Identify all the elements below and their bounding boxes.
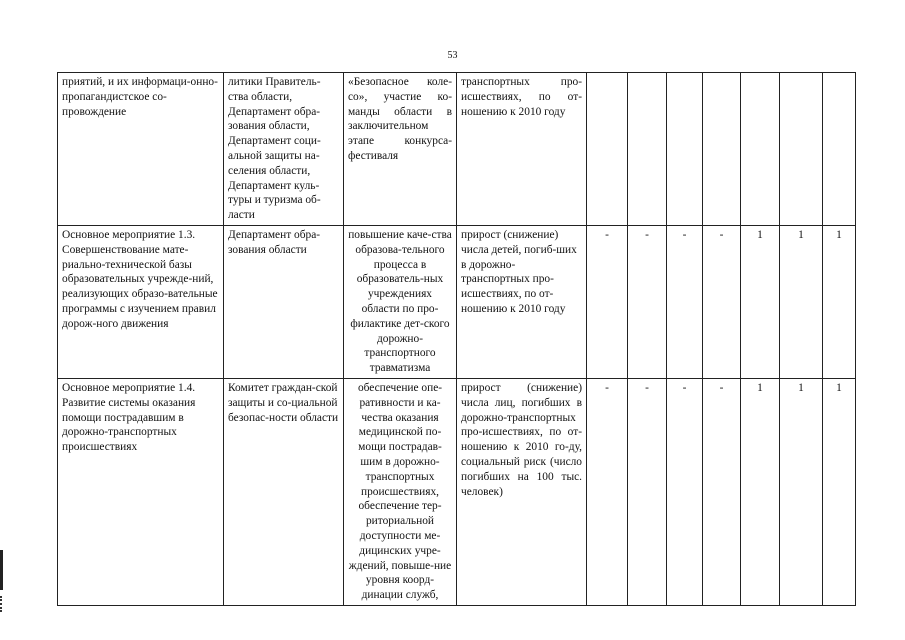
value-cell-7	[823, 73, 856, 226]
indicator-cell: транспортных про-исшествиях, по от-ношению к 2010 году	[457, 73, 587, 226]
value-cell-3: -	[667, 225, 703, 378]
table-row	[58, 225, 856, 378]
page-number: 53	[447, 50, 458, 61]
value-cell-7: 1	[823, 378, 856, 605]
indicator-cell: прирост (снижение) числа лиц, погибших в дорожно-транспортных про-исшествиях, по от-ношению к 2010 го-ду, социальный риск (число погибших на 100 тыс. человек)	[457, 378, 587, 605]
value-cell-2	[628, 73, 667, 226]
measure-name-cell: Основное мероприятие 1.4. Развитие системы оказания помощи пострадавшим в дорожно-транспортных происшествиях	[58, 378, 224, 605]
measure-name-cell: приятий, и их информаци-онно-пропагандистское со-провождение	[58, 73, 224, 226]
value-cell-4	[703, 73, 741, 226]
value-cell-3	[667, 73, 703, 226]
expected-result-cell: обеспечение опе-ративности и ка-чества оказания медицинской по-мощи пострадав-шим в дорожно-транспортных происшествиях, обеспечение тер-риториальной доступности ме-дицинских учре-ждений, повыше-ние уровня коорд-динации служб,	[344, 378, 457, 605]
scan-edge-mark	[0, 550, 3, 590]
value-cell-1: -	[587, 225, 628, 378]
value-cell-7: 1	[823, 225, 856, 378]
value-cell-4: -	[703, 225, 741, 378]
executor-cell: литики Правитель-ства области, Департамент обра-зования области, Департамент соци-альной защиты на-селения области, Департамент куль-туры и туризма об-ласти	[224, 73, 344, 226]
value-cell-2: -	[628, 378, 667, 605]
scan-edge-dots	[0, 596, 4, 612]
expected-result-cell: повышение каче-ства образова-тельного процесса в образователь-ных учреждениях области по про-филактике дет-ского дорожно-транспортного травматизма	[344, 225, 457, 378]
value-cell-6: 1	[780, 378, 823, 605]
value-cell-2: -	[628, 225, 667, 378]
measures-table	[57, 72, 856, 606]
executor-cell: Департамент обра-зования области	[224, 225, 344, 378]
value-cell-3: -	[667, 378, 703, 605]
value-cell-5: 1	[741, 378, 780, 605]
executor-cell: Комитет граждан-ской защиты и со-циальной безопас-ности области	[224, 378, 344, 605]
value-cell-6: 1	[780, 225, 823, 378]
value-cell-5	[741, 73, 780, 226]
table-row	[58, 73, 856, 226]
indicator-cell: прирост (снижение) числа детей, погиб-ших в дорожно-транспортных про-исшествиях, по от-ношению к 2010 году	[457, 225, 587, 378]
expected-result-cell: «Безопасное коле-со», участие ко-манды области в заключительном этапе конкурса-фестиваля	[344, 73, 457, 226]
value-cell-1: -	[587, 378, 628, 605]
value-cell-4: -	[703, 378, 741, 605]
value-cell-1	[587, 73, 628, 226]
table-row	[58, 378, 856, 605]
value-cell-5: 1	[741, 225, 780, 378]
measure-name-cell: Основное мероприятие 1.3. Совершенствование мате-риально-технической базы образовательных учрежде-ний, реализующих образо-вательные программы с изучением правил дорож-ного движения	[58, 225, 224, 378]
value-cell-6	[780, 73, 823, 226]
